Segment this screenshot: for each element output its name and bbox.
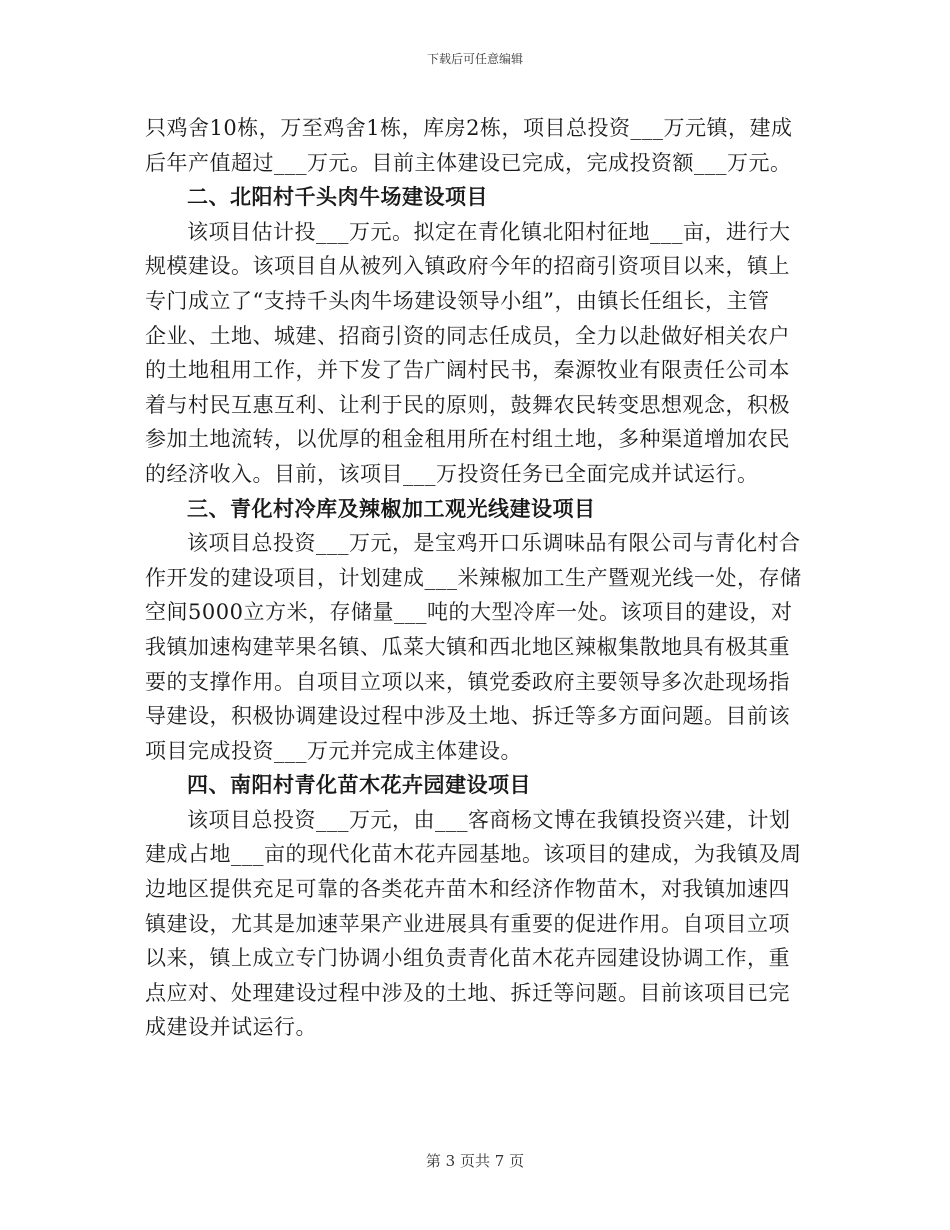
paragraph-line: 镇建设，尤其是加速苹果产业进展具有重要的促进作用。自项目立项 — [145, 911, 790, 936]
paragraph-line: 企业、土地、城建、招商引资的同志任成员，全力以赴做好相关农户 — [145, 323, 790, 348]
section-heading: 二、北阳村千头肉牛场建设项目 — [187, 184, 488, 210]
paragraph-line: 要的支撑作用。自项目立项以来，镇党委政府主要领导多次赴现场指 — [145, 669, 790, 694]
page-footer: 第 3 页共 7 页 — [425, 1152, 525, 1170]
page-header: 下载后可任意编辑 — [426, 52, 523, 66]
paragraph-line: 空间5000立方米，存储量___吨的大型冷库一处。该项目的建设，对 — [145, 600, 793, 625]
section-heading: 四、南阳村青化苗木花卉园建设项目 — [187, 772, 531, 798]
paragraph-line: 只鸡舍10栋，万至鸡舍1栋，库房2栋，项目总投资___万元镇，建成 — [145, 116, 793, 140]
paragraph-line: 建成占地___亩的现代化苗木花卉园基地。该项目的建成，为我镇及周 — [145, 842, 802, 867]
paragraph-line: 导建设，积极协调建设过程中涉及土地、拆迁等多方面问题。目前该 — [145, 704, 790, 729]
paragraph-line: 项目完成投资___万元并完成主体建设。 — [145, 738, 522, 763]
paragraph-line: 该项目估计投___万元。拟定在青化镇北阳村征地___亩，进行大 — [187, 219, 791, 244]
paragraph-line: 以来，镇上成立专门协调小组负责青化苗木花卉园建设协调工作，重 — [145, 946, 790, 971]
paragraph-line: 点应对、处理建设过程中涉及的土地、拆迁等问题。目前该项目已完 — [145, 980, 790, 1005]
section-heading: 三、青化村冷库及辣椒加工观光线建设项目 — [187, 495, 596, 521]
paragraph-line: 我镇加速构建苹果名镇、瓜菜大镇和西北地区辣椒集散地具有极其重 — [145, 634, 790, 659]
paragraph-line: 边地区提供充足可靠的各类花卉苗木和经济作物苗木，对我镇加速四 — [145, 877, 790, 902]
paragraph-line: 的土地租用工作，并下发了告广阔村民书，秦源牧业有限责任公司本 — [145, 358, 790, 383]
paragraph-line: 该项目总投资___万元，是宝鸡开口乐调味品有限公司与青化村合 — [187, 531, 801, 556]
paragraph-line: 后年产值超过___万元。目前主体建设已完成，完成投资额___万元。 — [145, 150, 792, 175]
paragraph-line: 作开发的建设项目，计划建成___米辣椒加工生产暨观光线一处，存储 — [145, 565, 802, 590]
paragraph-line: 的经济收入。目前，该项目___万投资任务已全面完成并试运行。 — [145, 461, 759, 486]
paragraph-line: 成建设并试运行。 — [145, 1015, 317, 1040]
paragraph-line: 该项目总投资___万元，由___客商杨文博在我镇投资兴建，计划 — [187, 807, 791, 832]
document-body — [145, 111, 805, 1045]
paragraph-line: 着与村民互惠互利、让利于民的原则，鼓舞农民转变思想观念，积极 — [145, 392, 790, 417]
paragraph-line: 规模建设。该项目自从被列入镇政府今年的招商引资项目以来，镇上 — [145, 254, 790, 279]
paragraph-line: 专门成立了“支持千头肉牛场建设领导小组”，由镇长任组长，主管 — [145, 288, 770, 313]
paragraph-line: 参加土地流转，以优厚的租金租用所在村组土地，多种渠道增加农民 — [145, 427, 790, 452]
